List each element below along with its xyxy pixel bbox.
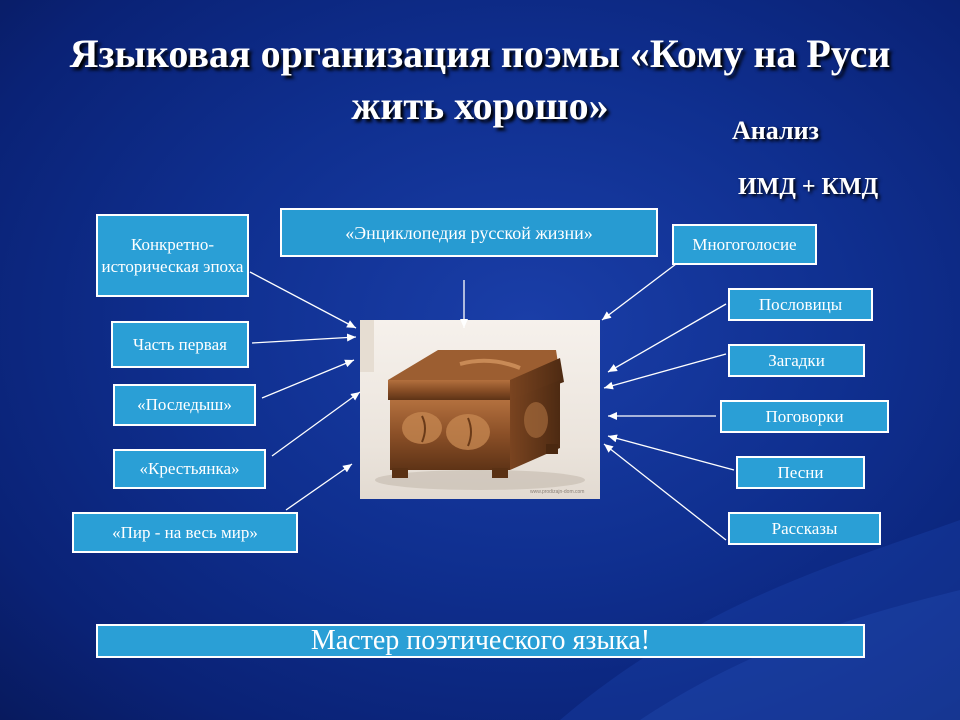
footer-master-box: Мастер поэтического языка! [96, 624, 865, 658]
left-box-krestyanka: «Крестьянка» [113, 449, 266, 489]
left-box-pir: «Пир - на весь мир» [72, 512, 298, 553]
subtitle-imd-kmd: ИМД + КМД [738, 174, 879, 200]
left-box-part-one: Часть первая [111, 321, 249, 368]
arrow-zagadki [604, 354, 726, 388]
encyclopedia-box: «Энциклопедия русской жизни» [280, 208, 658, 257]
right-box-zagadki: Загадки [728, 344, 865, 377]
right-box-mnogogolosie: Многоголосие [672, 224, 817, 265]
arrow-mnogogolosie [602, 264, 676, 320]
subtitle-analysis: Анализ [732, 116, 820, 145]
right-box-pogovorki: Поговорки [720, 400, 889, 433]
right-box-poslovitsy: Пословицы [728, 288, 873, 321]
title-text: Языковая организация поэмы «Кому на Руси жить хорошо» [69, 31, 891, 128]
arrow-posledysh [262, 360, 354, 398]
arrow-pir [286, 464, 352, 510]
image-caption: www.prodizajn-dom.com [530, 489, 585, 495]
arrow-poslovitsy [608, 304, 726, 372]
arrow-krestyanka [272, 392, 360, 456]
arrow-pesni [608, 436, 734, 470]
left-box-historical-epoch: Конкретно-историческая эпоха [96, 214, 249, 297]
arrow-historical-epoch [250, 272, 356, 328]
right-box-pesni: Песни [736, 456, 865, 489]
arrow-rasskazy [604, 444, 726, 540]
arrow-part-one [252, 337, 356, 343]
right-box-rasskazy: Рассказы [728, 512, 881, 545]
left-box-posledysh: «Последыш» [113, 384, 256, 426]
